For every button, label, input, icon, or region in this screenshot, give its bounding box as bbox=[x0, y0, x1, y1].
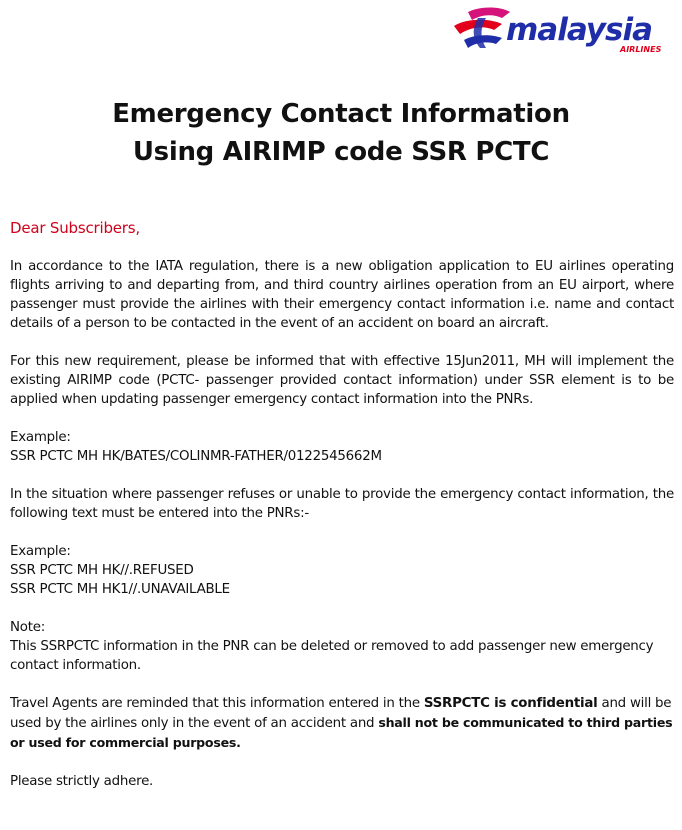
example-code: SSR PCTC MH HK/BATES/COLINMR-FATHER/0122545662M bbox=[10, 449, 382, 464]
paragraph-requirement: For this new requirement, please be informed that with effective 15Jun2011, MH will implement the existing AIRIMP code (PCTC- passenger provided contact information) under SSR element is to be applied when updating passenger emergency contact information into the PNRs. bbox=[10, 354, 674, 407]
confidential-text-mid: and will be used by the airlines only in the event of an accident and bbox=[10, 696, 672, 731]
paragraph-regulation: In accordance to the IATA regulation, there is a new obligation application to EU airlines operating flights arriving to and departing from, and third country airlines operation from an EU airport, where passenger must provide the airlines with their emergency contact information i.e. name and contact details of a person to be contacted in the event of an accident on board an aircraft. bbox=[10, 259, 674, 331]
example-code-refused: SSR PCTC MH HK//.REFUSED bbox=[10, 563, 194, 578]
logo-subtext: AIRLINES bbox=[620, 45, 662, 54]
example-block-2 bbox=[10, 542, 674, 599]
confidential-emphasis: SSRPCTC is confidential bbox=[423, 696, 598, 711]
closing-line: Please strictly adhere. bbox=[10, 774, 154, 789]
paragraph-confidential bbox=[10, 694, 674, 753]
confidential-text-pre: Travel Agents are reminded that this information entered in the bbox=[10, 696, 424, 711]
note-text: This SSRPCTC information in the PNR can be deleted or removed to add passenger new emergency contact information. bbox=[10, 639, 654, 673]
example-label: Example: bbox=[10, 430, 71, 445]
note-label: Note: bbox=[10, 620, 45, 635]
malaysia-airlines-logo bbox=[450, 4, 662, 56]
confidential-restriction: shall not be communicated to third parties or used for commercial purposes. bbox=[10, 715, 673, 750]
example-code-unavailable: SSR PCTC MH HK1//.UNAVAILABLE bbox=[10, 582, 230, 597]
note-block bbox=[10, 618, 674, 675]
notice-body bbox=[10, 257, 674, 810]
example-block-1 bbox=[10, 428, 674, 466]
example-label: Example: bbox=[10, 544, 71, 559]
page-title bbox=[0, 95, 682, 171]
title-line-1: Emergency Contact Information bbox=[112, 99, 570, 129]
title-line-2: Using AIRIMP code SSR PCTC bbox=[132, 137, 550, 167]
paragraph-refusal: In the situation where passenger refuses or unable to provide the emergency contact information, the following text must be entered into the PNRs:- bbox=[10, 487, 674, 521]
greeting: Dear Subscribers, bbox=[10, 219, 140, 237]
logo-wordmark: malaysia bbox=[506, 12, 653, 48]
